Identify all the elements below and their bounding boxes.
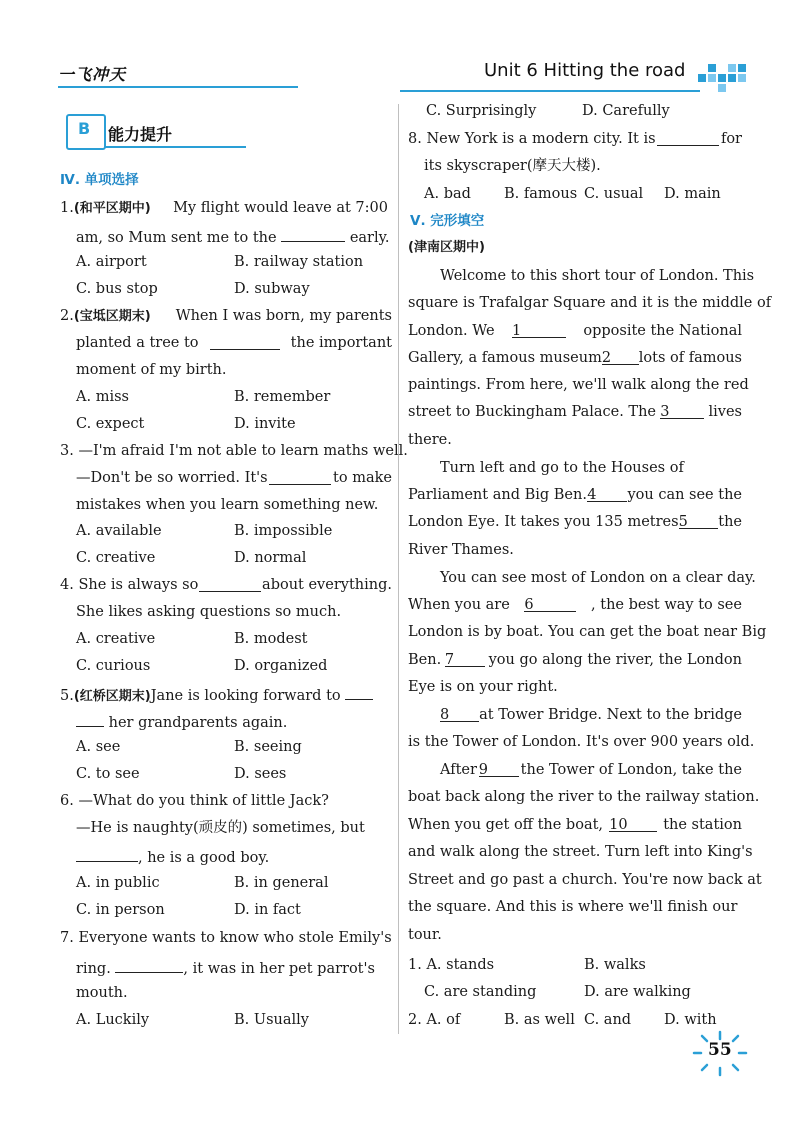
q8-line2: its skyscraper(摩天大楼).	[424, 158, 601, 174]
brand-logo: 一飞冲天	[58, 65, 127, 84]
badge-letter: B	[78, 119, 91, 138]
q5-source: (红桥区期末)	[73, 689, 151, 704]
q3-option-d: D. normal	[234, 550, 307, 566]
q1-number: 1.	[60, 200, 74, 216]
page-header	[0, 0, 800, 100]
q4-blank	[199, 575, 261, 592]
passage-line: Turn left and go to the Houses of	[440, 460, 684, 476]
blank-4: 4	[587, 485, 627, 502]
header-rule-left	[58, 86, 298, 88]
q2-line3: moment of my birth.	[76, 362, 227, 378]
passage-line: Ben. 7 you go along the river, the London	[408, 652, 742, 668]
header-decoration-icon	[698, 64, 750, 94]
page-number: 55	[708, 1040, 732, 1060]
q2-option-d: D. invite	[234, 416, 296, 432]
q1-option-b: B. railway station	[234, 254, 364, 270]
section-b-badge	[66, 114, 104, 148]
q7-line1: 7. Everyone wants to know who stole Emily's	[60, 930, 392, 946]
cloze2-option-a: 2. A. of	[408, 1012, 461, 1028]
cloze2-option-d: D. with	[664, 1012, 717, 1028]
q5-option-b: B. seeing	[234, 739, 302, 755]
q6-option-d: D. in fact	[234, 902, 301, 918]
q7-line3: mouth.	[76, 985, 128, 1001]
q3-line3: mistakes when you learn something new.	[76, 497, 379, 513]
passage-line: After 9 the Tower of London, take the	[440, 762, 742, 778]
passage-line: boat back along the river to the railway station.	[408, 789, 760, 805]
blank-5: 5	[679, 512, 719, 529]
blank-3: 3	[660, 402, 704, 419]
passage-line: there.	[408, 432, 452, 448]
passage-line: paintings. From here, we'll walk along the red	[408, 377, 749, 393]
q6-blank	[76, 845, 138, 862]
q5-line1: 5.(红桥区期末)Jane is looking forward to	[60, 683, 373, 707]
q8-option-d: D. main	[664, 186, 721, 202]
q5-option-c: C. to see	[76, 766, 140, 782]
q3-line1: 3. —I'm afraid I'm not able to learn maths well.	[60, 443, 408, 459]
blank-8: 8	[440, 705, 479, 722]
passage-line: London is by boat. You can get the boat near Big	[408, 624, 767, 640]
q6-line3: , he is a good boy.	[76, 845, 269, 868]
q3-line2: —Don't be so worried. It's to make	[76, 470, 392, 486]
blank-10: 10	[609, 815, 657, 832]
section-iv-title: Ⅳ. 单项选择	[60, 172, 139, 188]
q5-option-d: D. sees	[234, 766, 287, 782]
q6-line2: —He is naughty(顽皮的) sometimes, but	[76, 820, 365, 836]
q6-option-b: B. in general	[234, 875, 329, 891]
q4-option-d: D. organized	[234, 658, 328, 674]
cloze2-option-b: B. as well	[504, 1012, 575, 1028]
cloze1-option-a: 1. A. stands	[408, 957, 495, 973]
unit-title: Unit 6 Hitting the road	[484, 60, 686, 81]
passage-line: Gallery, a famous museum 2 lots of famous	[408, 350, 742, 366]
cloze2-option-c: C. and	[584, 1012, 632, 1028]
passage-line: When you get off the boat, 10 the station	[408, 817, 742, 833]
passage-line: Welcome to this short tour of London. This	[440, 268, 755, 284]
q1-text1: My flight would leave at 7:00	[173, 200, 388, 216]
q4-option-c: C. curious	[76, 658, 151, 674]
q2-blank	[210, 333, 280, 350]
q1-line2: am, so Mum sent me to the early.	[76, 225, 389, 248]
q6-option-a: A. in public	[76, 875, 160, 891]
passage-line: 8 at Tower Bridge. Next to the bridge	[440, 707, 742, 723]
q7-option-d: D. Carefully	[582, 103, 670, 119]
q2-line2: planted a tree to the important	[76, 335, 392, 351]
passage-line: street to Buckingham Palace. The 3 lives	[408, 404, 742, 420]
section-v-source: (津南区期中)	[408, 240, 485, 255]
q8-line1: 8. New York is a modern city. It is for	[408, 131, 742, 147]
q1-line1	[60, 198, 388, 219]
passage-line: square is Trafalgar Square and it is the middle of	[408, 295, 772, 311]
badge-underline	[104, 146, 246, 148]
q7-option-a: A. Luckily	[76, 1012, 150, 1028]
passage-line: London Eye. It takes you 135 metres 5 the	[408, 514, 742, 530]
q6-line1: 6. —What do you think of little Jack?	[60, 793, 329, 809]
cloze1-option-c: C. are standing	[424, 984, 537, 1000]
cloze1-option-b: B. walks	[584, 957, 646, 973]
q6-option-c: C. in person	[76, 902, 165, 918]
q3-option-a: A. available	[76, 523, 162, 539]
cloze1-option-d: D. are walking	[584, 984, 691, 1000]
passage-line: tour.	[408, 927, 442, 943]
q5-blank	[345, 683, 373, 700]
q2-source: (宝坻区期末)	[73, 309, 151, 324]
q7-line2: ring. , it was in her pet parrot's	[76, 956, 375, 979]
header-rule-right	[400, 90, 700, 92]
q2-option-b: B. remember	[234, 389, 331, 405]
q7-blank	[115, 956, 183, 973]
passage-line: and walk along the street. Turn left into King's	[408, 844, 753, 860]
q1-option-c: C. bus stop	[76, 281, 158, 297]
passage-line: River Thames.	[408, 542, 514, 558]
q1-option-d: D. subway	[234, 281, 310, 297]
passage-line: You can see most of London on a clear day.	[440, 570, 756, 586]
q5-option-a: A. see	[76, 739, 121, 755]
passage-line: the square. And this is where we'll finish our	[408, 899, 738, 915]
q7-option-b: B. Usually	[234, 1012, 309, 1028]
badge-label: 能力提升	[108, 125, 173, 144]
q4-line1: 4. She is always so about everything.	[60, 577, 392, 593]
blank-1: 1	[512, 321, 566, 338]
section-v-title: Ⅴ. 完形填空	[410, 213, 485, 229]
q2-option-c: C. expect	[76, 416, 145, 432]
q1-blank	[281, 225, 345, 242]
q3-blank	[269, 468, 331, 485]
blank-6: 6	[524, 595, 576, 612]
q2-option-a: A. miss	[76, 389, 129, 405]
q1-source: (和平区期中)	[73, 201, 151, 216]
passage-line: Parliament and Big Ben. 4 you can see the	[408, 487, 742, 503]
q3-option-b: B. impossible	[234, 523, 333, 539]
blank-2: 2	[602, 348, 639, 365]
q4-option-a: A. creative	[76, 631, 156, 647]
q7-option-c: C. Surprisingly	[426, 103, 537, 119]
passage-line: When you are 6 , the best way to see	[408, 597, 742, 613]
q8-option-a: A. bad	[424, 186, 471, 202]
q8-blank	[657, 129, 719, 146]
passage-line: Eye is on your right.	[408, 679, 558, 695]
q1-option-a: A. airport	[76, 254, 147, 270]
blank-7: 7	[445, 650, 485, 667]
blank-9: 9	[479, 760, 519, 777]
column-divider	[398, 104, 399, 1034]
q8-option-b: B. famous	[504, 186, 578, 202]
q3-option-c: C. creative	[76, 550, 156, 566]
passage-line: London. We 1 opposite the National	[408, 323, 742, 339]
q4-line2: She likes asking questions so much.	[76, 604, 342, 620]
passage-line: is the Tower of London. It's over 900 years old.	[408, 734, 755, 750]
passage-line: Street and go past a church. You're now back at	[408, 872, 762, 888]
q5-line2: her grandparents again.	[76, 710, 287, 733]
q2-line1: 2.(宝坻区期末) When I was born, my parents	[60, 308, 392, 324]
q4-option-b: B. modest	[234, 631, 308, 647]
q8-option-c: C. usual	[584, 186, 644, 202]
